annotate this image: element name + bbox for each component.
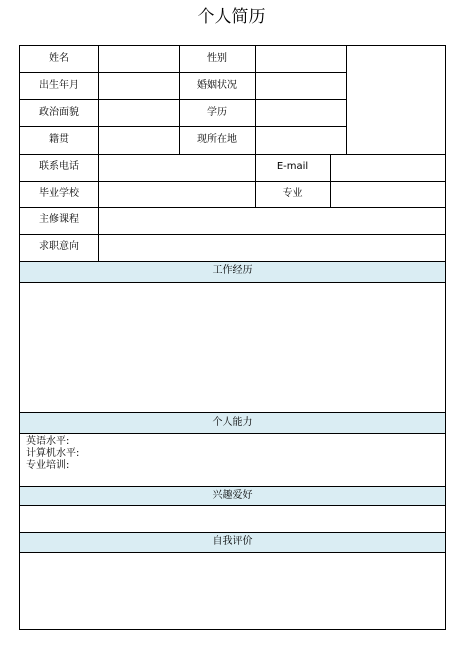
ability-header: 个人能力 xyxy=(212,417,253,428)
gender-field[interactable] xyxy=(256,46,346,72)
birth-label: 出生年月 xyxy=(39,80,79,91)
self-eval-header: 自我评价 xyxy=(212,536,253,547)
experience-area[interactable] xyxy=(20,283,445,412)
courses-label: 主修课程 xyxy=(39,214,79,225)
phone-field[interactable] xyxy=(99,155,255,181)
residence-field[interactable] xyxy=(256,127,346,154)
email-field[interactable] xyxy=(331,155,445,181)
courses-field[interactable] xyxy=(99,208,445,234)
row-divider xyxy=(20,532,445,533)
intention-label: 求职意向 xyxy=(39,241,79,252)
residence-label: 现所在地 xyxy=(197,134,237,145)
photo-box[interactable] xyxy=(347,46,445,154)
self-eval-area[interactable] xyxy=(20,553,445,629)
name-field[interactable] xyxy=(99,46,179,72)
phone-label: 联系电话 xyxy=(39,161,79,172)
marital-field[interactable] xyxy=(256,73,346,99)
gender-label: 性别 xyxy=(207,53,227,64)
political-label: 政治面貌 xyxy=(39,107,79,118)
ability-area[interactable] xyxy=(20,434,445,486)
major-field[interactable] xyxy=(331,182,445,207)
training-line: 专业培训: xyxy=(26,460,70,471)
row-divider xyxy=(20,486,445,487)
english-level-line: 英语水平: xyxy=(26,436,70,447)
resume-table xyxy=(19,45,446,630)
hobbies-header: 兴趣爱好 xyxy=(212,490,253,501)
intention-field[interactable] xyxy=(99,235,445,261)
origin-label: 籍贯 xyxy=(49,134,69,145)
birth-field[interactable] xyxy=(99,73,179,99)
experience-header: 工作经历 xyxy=(212,265,253,276)
education-label: 学历 xyxy=(207,107,227,118)
hobbies-area[interactable] xyxy=(20,506,445,532)
major-label: 专业 xyxy=(282,188,303,199)
political-field[interactable] xyxy=(99,100,179,126)
row-divider xyxy=(20,412,445,413)
name-label: 姓名 xyxy=(49,53,69,64)
computer-level-line: 计算机水平: xyxy=(26,448,80,459)
school-field[interactable] xyxy=(99,182,255,207)
row-divider xyxy=(20,261,445,262)
page-title: 个人简历 xyxy=(197,7,266,27)
email-label: E-mail xyxy=(276,161,309,172)
origin-field[interactable] xyxy=(99,127,179,154)
education-field[interactable] xyxy=(256,100,346,126)
marital-label: 婚姻状况 xyxy=(197,80,237,91)
school-label: 毕业学校 xyxy=(39,188,79,199)
